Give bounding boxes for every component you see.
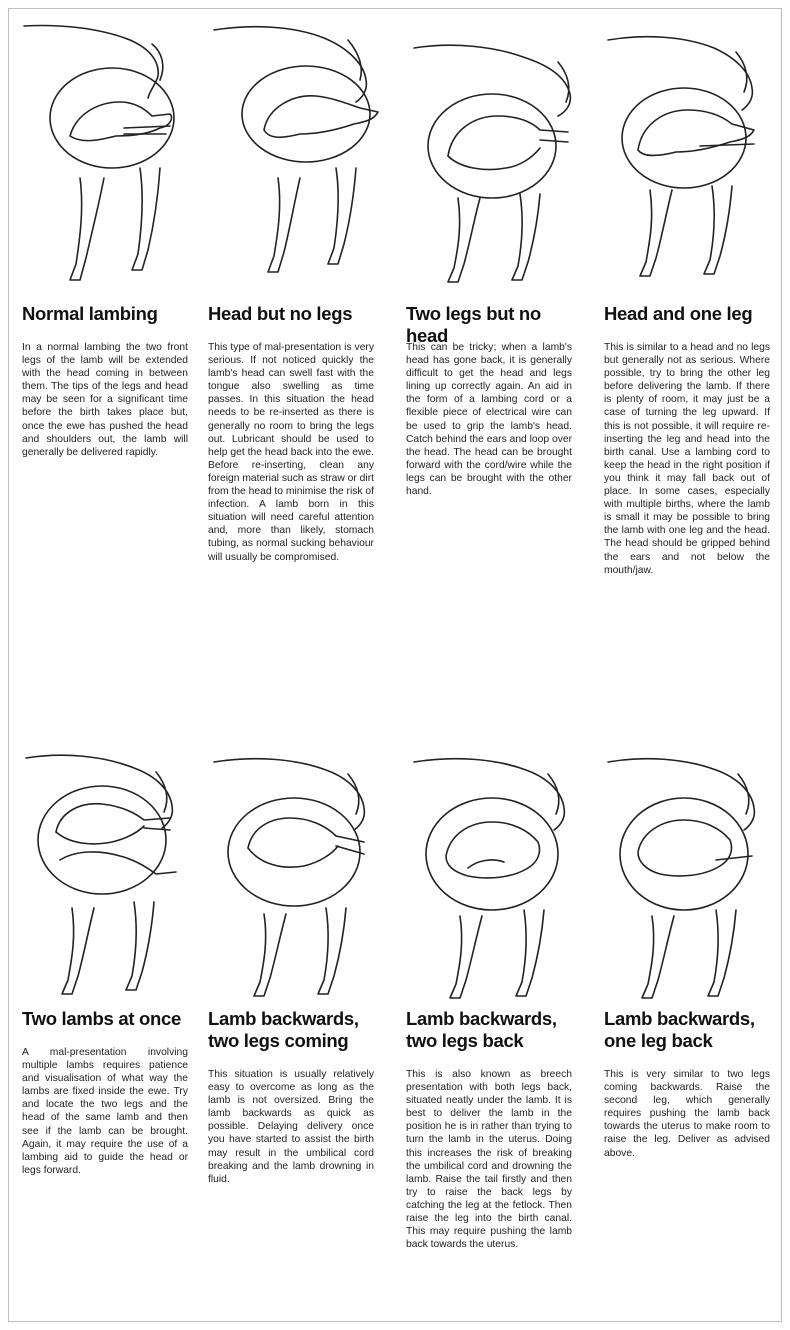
panel-title: [208, 1008, 380, 1052]
panel-title-line: two legs coming: [208, 1030, 349, 1051]
panel-body-text: This can be tricky; when a lamb's head has gone back, it is generally difficult to get the head and legs lining up correctly again. An aid in the form of a lambing cord or a flexible piece of electrical wire can be used to grip the lamb's head. Catch behind the ears and loop over the head. The head can be brought forward with the cord/wire while the legs can be brought with the other hand.: [406, 342, 573, 498]
panel-title: [208, 303, 380, 325]
panel-body-text: This is also known as breech presentation with both legs back, situated neatly under the lamb. It is best to deliver the lamb in the position he is in rather than trying to turn the lamb in the uterus. Doing this increases the risk of breaking the umbilical cord and drowning the lamb. Raise the tail firstly and then try to raise the back legs by catching the leg at the fetlock. Then raise the leg into the birth canal. This may require pushing the lamb back towards the uterus.: [406, 1069, 572, 1251]
panel-title: [604, 303, 776, 325]
panel-title: [22, 303, 194, 325]
panel-title-line: Lamb backwards,: [406, 1008, 557, 1029]
ewe-uterus-illustration: [208, 732, 380, 1002]
panel-title: [22, 1008, 194, 1030]
panel-title-line: Two lambs at once: [22, 1008, 182, 1029]
panel-title-line: Lamb backwards,: [208, 1008, 359, 1029]
panel-title-line: Normal lambing: [22, 303, 158, 324]
ewe-uterus-illustration: [208, 18, 380, 288]
panel-body-text: This type of mal-presentation is very serious. If not noticed quickly the lamb's head can swell fast with the tongue also swelling as time passes. In this situation the head needs to be re-inserted as there is generally no room to bring the legs out. Lubricant should be used to help get the head back into the ewe. Before re-inserting, clean any foreign material such as straw or dirt from the head to minimise the risk of infection. A lamb born in this situation will need careful attention and, more than likely, stomach tubing, as normal sucking behaviour will usually be compromised.: [208, 342, 374, 563]
panel-title-line: Head and one leg: [604, 303, 753, 324]
ewe-uterus-illustration: [604, 732, 776, 1002]
panel-title-line: two legs back: [406, 1030, 524, 1051]
panel-body-text: A mal-presentation involving multiple lambs requires patience and visualisation of what way the lambs are fixed inside the ewe. Try and locate the two legs and the head of the same lamb and then see if the lamb can be brought. Again, it may require the use of a lambing aid to guide the head or legs forward.: [22, 1047, 188, 1176]
ewe-uterus-illustration: [604, 18, 776, 288]
panel-title: [604, 1008, 776, 1052]
panel-title-line: Head but no legs: [208, 303, 353, 324]
panel-title-line: Lamb backwards,: [604, 1008, 755, 1029]
panel-body-text: This is similar to a head and no legs but generally not as serious. Where possible, try to bring the other leg before delivering the lamb. If there is plenty of room, it may just be a case of turning the leg upward. If this is not possible, it will require re-inserting the leg and head into the birth canal. Use a lambing cord to keep the head in the right position if you think it may fall back out of place. In some cases, especially with multiple births, where the lamb is small it may be possible to bring the lamb with one leg and the head. The head should be gripped behind the ears and not below the mouth/jaw.: [604, 342, 770, 576]
panel-body-text: This situation is usually relatively easy to overcome as long as the lamb is not oversized. Bring the lamb backwards as quick as possible. Delaying delivery once you have started to assist the birth may result in the umbilical cord breaking and the lamb drowning in fluid.: [208, 1069, 374, 1185]
panel-body-text: This is very similar to two legs coming backwards. Raise the second leg, which generally requires pushing the lamb back towards the uterus to make room to raise the leg. Deliver as advised above.: [604, 1069, 770, 1159]
panel-body-text: In a normal lambing the two front legs of the lamb will be extended with the head coming in between them. The tips of the legs and head may be seen for a significant time before the birth takes place but, once the ewe has pushed the head and shoulders out, the lamb will generally be delivered rapidly.: [22, 342, 188, 458]
ewe-uterus-illustration: [408, 18, 580, 288]
ewe-uterus-illustration: [20, 732, 192, 1002]
panel-title-line: one leg back: [604, 1030, 713, 1051]
panel-title: [406, 1008, 578, 1052]
ewe-uterus-illustration: [408, 732, 580, 1002]
ewe-uterus-illustration: [20, 18, 192, 288]
panel-title-line: Two legs but no head: [406, 303, 541, 346]
